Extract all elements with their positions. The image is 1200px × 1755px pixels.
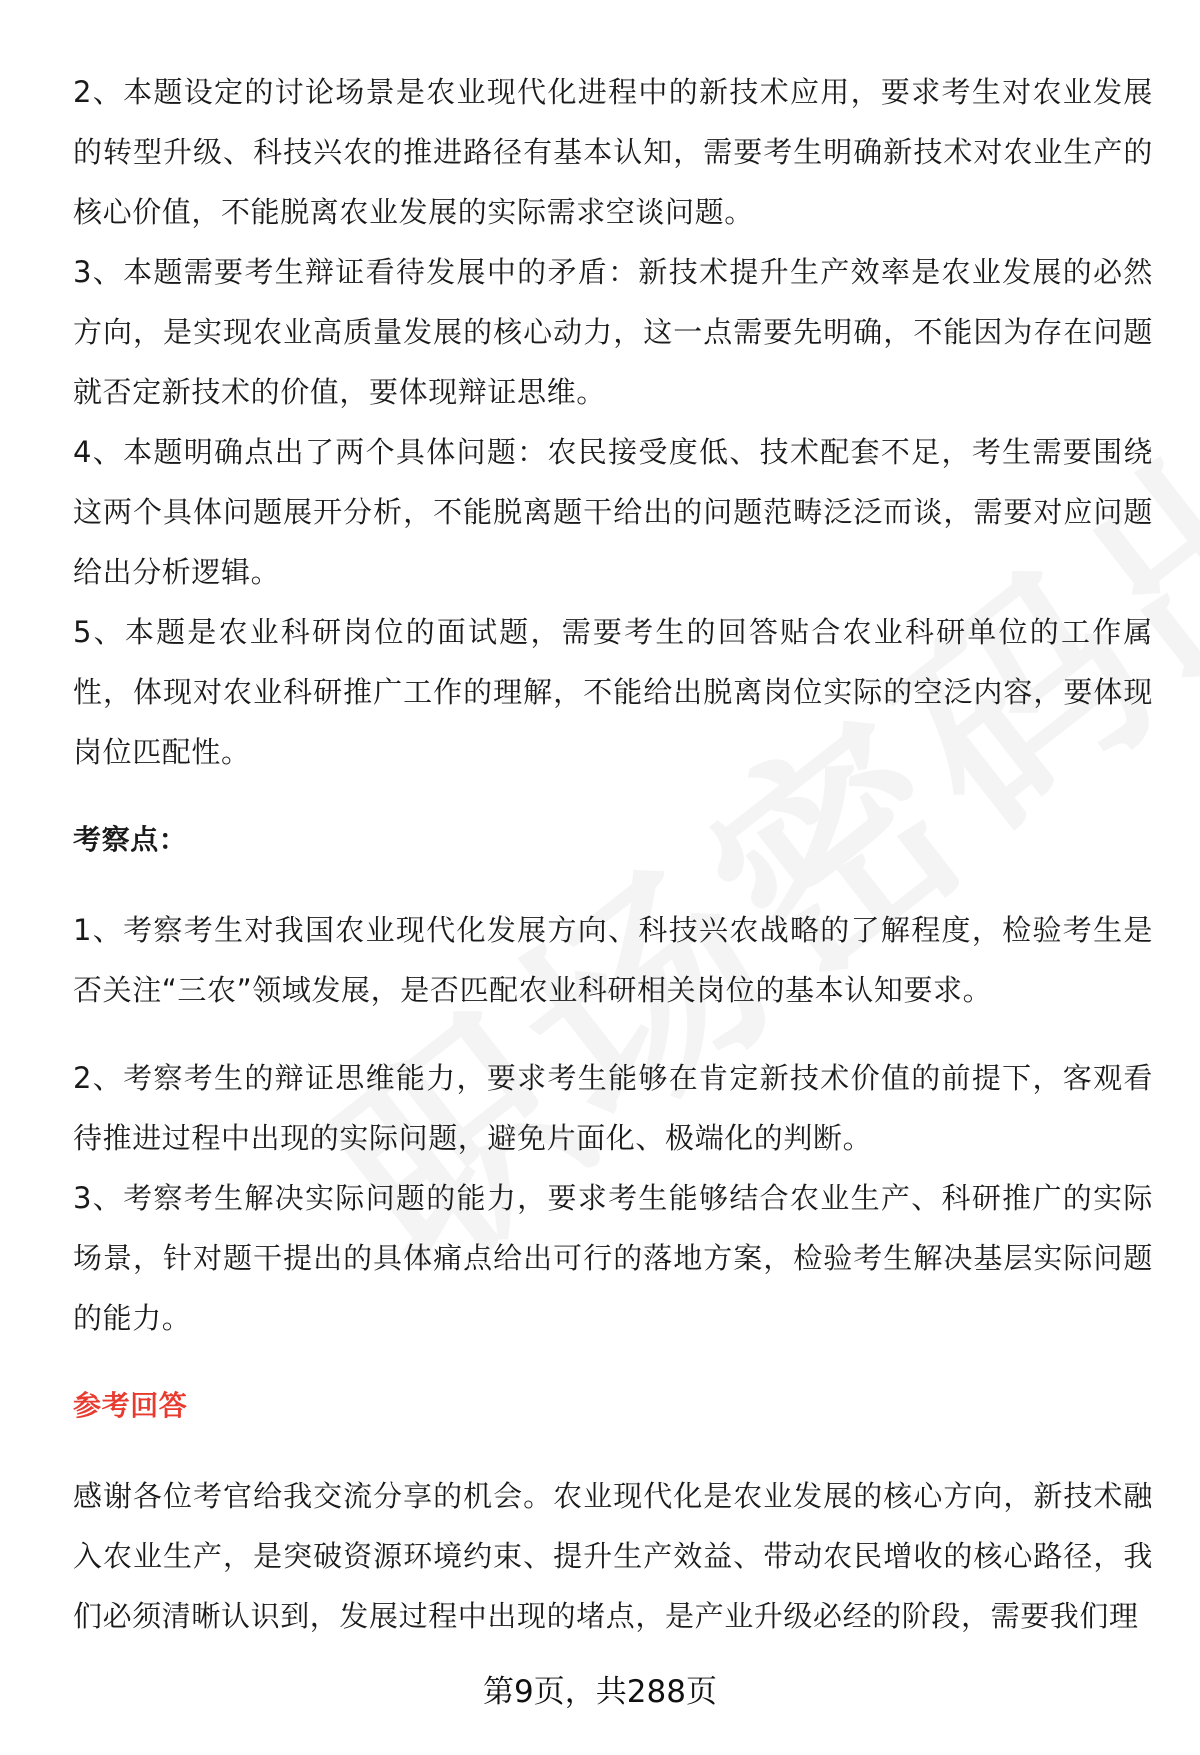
page-footer: 第9页，共288页 [483, 1674, 717, 1710]
kaochadian-item-1: 1、考察考生对我国农业现代化发展方向、科技兴农战略的了解程度，检验考生是否关注“三农”领域发展，是否匹配农业科研相关岗位的基本认知要求。 [73, 913, 1153, 1007]
document-content [73, 62, 1153, 1646]
kaochadian-heading: 考察点： [73, 823, 188, 856]
kaochadian-item-3: 3、考察考生解决实际问题的能力，要求考生能够结合农业生产、科研推广的实际场景，针对题干提出的具体痛点给出可行的落地方案，检验考生解决基层实际问题的能力。 [73, 1181, 1153, 1335]
paragraph-item-5: 5、本题是农业科研岗位的面试题，需要考生的回答贴合农业科研单位的工作属性，体现对农业科研推广工作的理解，不能给出脱离岗位实际的空泛内容，要体现岗位匹配性。 [73, 615, 1153, 769]
paragraph-item-3: 3、本题需要考生辩证看待发展中的矛盾：新技术提升生产效率是农业发展的必然方向，是实现农业高质量发展的核心动力，这一点需要先明确，不能因为存在问题就否定新技术的价值，要体现辩证思维。 [73, 255, 1153, 409]
paragraph-item-2: 2、本题设定的讨论场景是农业现代化进程中的新技术应用，要求考生对农业发展的转型升级、科技兴农的推进路径有基本认知，需要考生明确新技术对农业生产的核心价值，不能脱离农业发展的实际需求空谈问题。 [73, 75, 1153, 229]
paragraph-item-4: 4、本题明确点出了两个具体问题：农民接受度低、技术配套不足，考生需要围绕这两个具体问题展开分析，不能脱离题干给出的问题范畴泛泛而谈，需要对应问题给出分析逻辑。 [73, 435, 1153, 589]
spacer [73, 1348, 1153, 1376]
spacer [73, 1436, 1153, 1466]
answer-text: 感谢各位考官给我交流分享的机会。农业现代化是农业发展的核心方向，新技术融入农业生产，是突破资源环境约束、提升生产效益、带动农民增收的核心路径，我们必须清晰认识到，发展过程中出现的堵点，是产业升级必经的阶段，需要我们理 [73, 1479, 1153, 1633]
answer-heading: 参考回答 [73, 1389, 188, 1422]
spacer [73, 1020, 1153, 1048]
spacer [73, 870, 1153, 900]
kaochadian-item-2: 2、考察考生的辩证思维能力，要求考生能够在肯定新技术价值的前提下，客观看待推进过程中出现的实际问题，避免片面化、极端化的判断。 [73, 1061, 1153, 1155]
spacer [73, 782, 1153, 810]
